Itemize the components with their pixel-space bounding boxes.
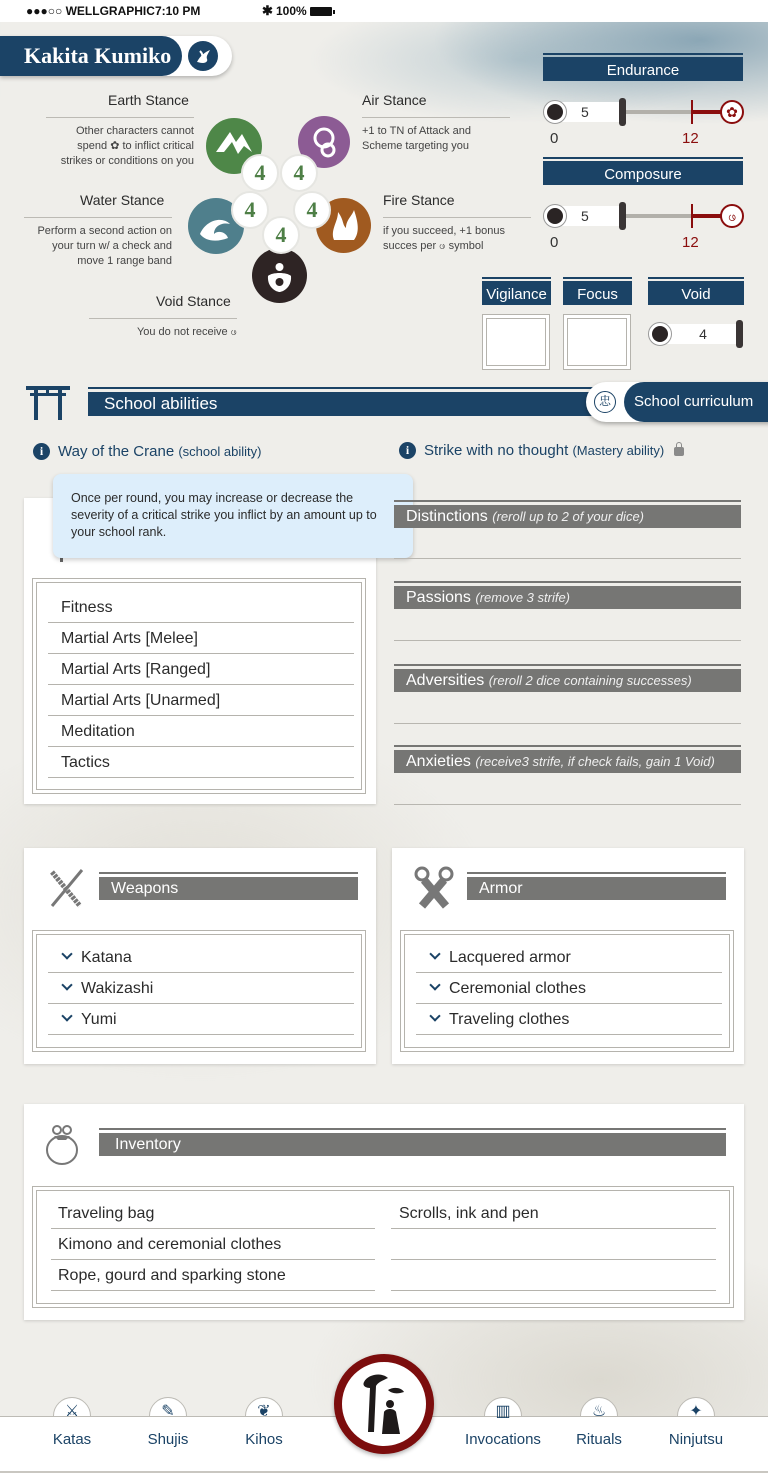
focus-input[interactable] (563, 314, 631, 370)
air-stance-description: +1 to TN of Attack and Scheme targeting you (362, 125, 471, 152)
weapons-panel (24, 848, 376, 1064)
mastery-ability-strike-with-no-thought[interactable] (399, 442, 684, 459)
skill-row[interactable]: Tactics (48, 747, 354, 778)
earth-stance-title: Earth Stance (108, 92, 189, 108)
composure-min: 0 (550, 234, 559, 251)
school-curriculum-button[interactable] (586, 382, 768, 422)
armor-header: Armor (467, 877, 726, 900)
divider (46, 117, 194, 118)
endurance-max: 12 (682, 130, 699, 147)
endurance-value[interactable]: 5 (553, 102, 623, 122)
endurance-max-tick (691, 100, 693, 124)
weapon-name: Wakizashi (81, 980, 154, 997)
passions-entry-line[interactable] (394, 640, 741, 641)
distinctions-note: (reroll up to 2 of your dice) (492, 509, 644, 524)
divider (383, 217, 531, 218)
void-stance-title: Void Stance (156, 293, 231, 309)
samurai-tree-icon (342, 1362, 426, 1446)
nav-label: Shujis (147, 1431, 189, 1448)
void-stance-description: You do not receive ဖ (136, 326, 237, 338)
void-ring-value[interactable]: 4 (262, 216, 300, 254)
katas-icon: ⚔ (64, 1403, 80, 1420)
distinctions-entry-line[interactable] (394, 558, 741, 559)
weapons-header: Weapons (99, 877, 358, 900)
inventory-item[interactable]: Kimono and ceremonial clothes (51, 1229, 375, 1260)
ability-tooltip: Once per round, you may increase or decrease the severity of a critical strike you inflict by an amount up to your school rank. (53, 474, 413, 558)
adversities-header (394, 669, 741, 692)
weapon-name: Katana (81, 949, 132, 966)
endurance-min: 0 (550, 130, 559, 147)
endurance-threshold-bar (692, 110, 722, 114)
armor-row[interactable] (416, 1004, 722, 1035)
divider (24, 217, 172, 218)
focus-header: Focus (563, 281, 632, 305)
passions-note: (remove 3 strife) (475, 590, 571, 605)
armor-name: Lacquered armor (449, 949, 571, 966)
school-curriculum-label: School curriculum (624, 382, 768, 422)
inventory-panel (24, 1104, 744, 1320)
chevron-down-icon[interactable] (429, 1010, 440, 1021)
composure-value[interactable]: 5 (553, 206, 623, 226)
void-points-value[interactable]: 4 (658, 324, 738, 344)
strife-icon: ဖ (720, 204, 744, 228)
crane-clan-mon-icon (188, 41, 218, 71)
nav-label: Rituals (576, 1431, 622, 1448)
chevron-down-icon[interactable] (429, 948, 440, 959)
armor-name: Ceremonial clothes (449, 980, 586, 997)
chevron-down-icon[interactable] (61, 948, 72, 959)
school-ability-way-of-the-crane[interactable] (33, 443, 261, 460)
nav-label: Katas (52, 1431, 92, 1448)
school-abilities-header: School abilities (88, 392, 648, 416)
skill-row[interactable]: Martial Arts [Unarmed] (48, 685, 354, 716)
endurance-flower-icon (543, 100, 567, 124)
earth-ring-value[interactable]: 4 (241, 154, 279, 192)
anxieties-title: Anxieties (406, 753, 471, 770)
adversities-title: Adversities (406, 672, 485, 689)
weapon-row[interactable] (48, 1004, 354, 1035)
earth-stance-description: Other characters cannot spend ✿ to inflict critical strikes or conditions on you (60, 125, 194, 167)
inventory-item[interactable]: Rope, gourd and sparking stone (51, 1260, 375, 1291)
chevron-down-icon[interactable] (61, 979, 72, 990)
armor-row[interactable] (416, 973, 722, 1004)
void-slider-handle[interactable] (736, 320, 743, 348)
clock: 7:10 PM (155, 4, 201, 18)
battery-icon (310, 7, 332, 16)
inventory-item[interactable]: Traveling bag (51, 1198, 375, 1229)
vigilance-header: Vigilance (482, 281, 551, 305)
character-name-badge[interactable] (0, 36, 232, 76)
chevron-down-icon[interactable] (61, 1010, 72, 1021)
invocations-icon: ▥ (495, 1403, 511, 1420)
fire-ring-value[interactable]: 4 (293, 191, 331, 229)
inventory-item[interactable] (391, 1260, 716, 1291)
weapon-name: Yumi (81, 1011, 117, 1028)
divider (362, 117, 510, 118)
rituals-icon: ♨ (591, 1403, 607, 1420)
ability-name: Strike with no thought (424, 442, 569, 459)
info-icon[interactable]: i (399, 442, 416, 459)
endurance-slider-handle[interactable] (619, 98, 626, 126)
fire-stance-description: if you succeed, +1 bonus succes per ဖ symbol (383, 225, 505, 252)
composure-slider-handle[interactable] (619, 202, 626, 230)
inventory-item[interactable] (391, 1229, 716, 1260)
composure-header: Composure (543, 161, 743, 185)
lock-icon (674, 447, 684, 456)
void-icon (648, 322, 672, 346)
passions-title: Passions (406, 589, 471, 606)
nav-label: Invocations (465, 1431, 541, 1448)
composure-threshold-bar (692, 214, 722, 218)
skill-row[interactable]: Martial Arts [Melee] (48, 623, 354, 654)
bluetooth-icon: ✱ (262, 3, 273, 18)
ability-type: (Mastery ability) (572, 443, 665, 458)
armor-icon (412, 866, 456, 910)
void-header: Void (648, 281, 744, 305)
weapon-row[interactable] (48, 973, 354, 1004)
armor-name: Traveling clothes (449, 1011, 570, 1028)
fire-stance-title: Fire Stance (383, 192, 455, 208)
water-ring-value[interactable]: 4 (231, 191, 269, 229)
anxieties-note: (receive3 strife, if check fails, gain 1 Void) (475, 754, 715, 769)
skill-row[interactable]: Fitness (48, 592, 354, 623)
character-name: Kakita Kumiko (0, 36, 182, 76)
skill-row[interactable]: Meditation (48, 716, 354, 747)
composure-track (623, 214, 693, 218)
kihos-icon: ❦ (257, 1403, 271, 1420)
status-bar (0, 0, 768, 22)
air-stance-title: Air Stance (362, 92, 427, 108)
ability-type: (school ability) (178, 444, 262, 459)
anxieties-header (394, 750, 741, 773)
fatigue-icon: ✿ (720, 100, 744, 124)
adversities-entry-line[interactable] (394, 723, 741, 724)
weapon-row[interactable] (48, 942, 354, 973)
composure-max-tick (691, 204, 693, 228)
torii-icon (26, 386, 70, 420)
composure-icon (543, 204, 567, 228)
void-ring-icon[interactable] (252, 248, 307, 303)
crossed-swords-icon (46, 866, 86, 910)
inventory-header: Inventory (99, 1133, 726, 1156)
endurance-track (623, 110, 693, 114)
ninjutsu-icon: ✦ (689, 1403, 703, 1420)
skill-row[interactable]: Martial Arts [Ranged] (48, 654, 354, 685)
air-ring-value[interactable]: 4 (280, 154, 318, 192)
water-stance-description: Perform a second action on your turn w/ a check and move 1 range band (37, 225, 172, 267)
pouch-icon (44, 1122, 80, 1166)
armor-panel (392, 848, 744, 1064)
water-stance-title: Water Stance (80, 192, 165, 208)
distinctions-header (394, 505, 741, 528)
carrier-label: ●●●○○ WELLGRAPHIC (26, 4, 155, 18)
adversities-note: (reroll 2 dice containing successes) (488, 673, 692, 688)
nav-label: Ninjutsu (668, 1431, 724, 1448)
shujis-icon: ✎ (161, 1403, 175, 1420)
endurance-header: Endurance (543, 57, 743, 81)
battery-percent: 100% (276, 4, 307, 18)
distinctions-title: Distinctions (406, 508, 488, 525)
inventory-item[interactable]: Scrolls, ink and pen (391, 1198, 716, 1229)
ability-name: Way of the Crane (58, 443, 175, 460)
samurai-emblem-button[interactable] (334, 1354, 434, 1454)
chevron-down-icon[interactable] (429, 979, 440, 990)
anxieties-entry-line[interactable] (394, 804, 741, 805)
info-icon[interactable]: i (33, 443, 50, 460)
nav-label: Kihos (245, 1431, 283, 1448)
vigilance-input[interactable] (482, 314, 550, 370)
armor-row[interactable] (416, 942, 722, 973)
divider (89, 318, 237, 319)
composure-max: 12 (682, 234, 699, 251)
passions-header (394, 586, 741, 609)
loyalty-kanji-icon: 忠 (594, 391, 616, 413)
